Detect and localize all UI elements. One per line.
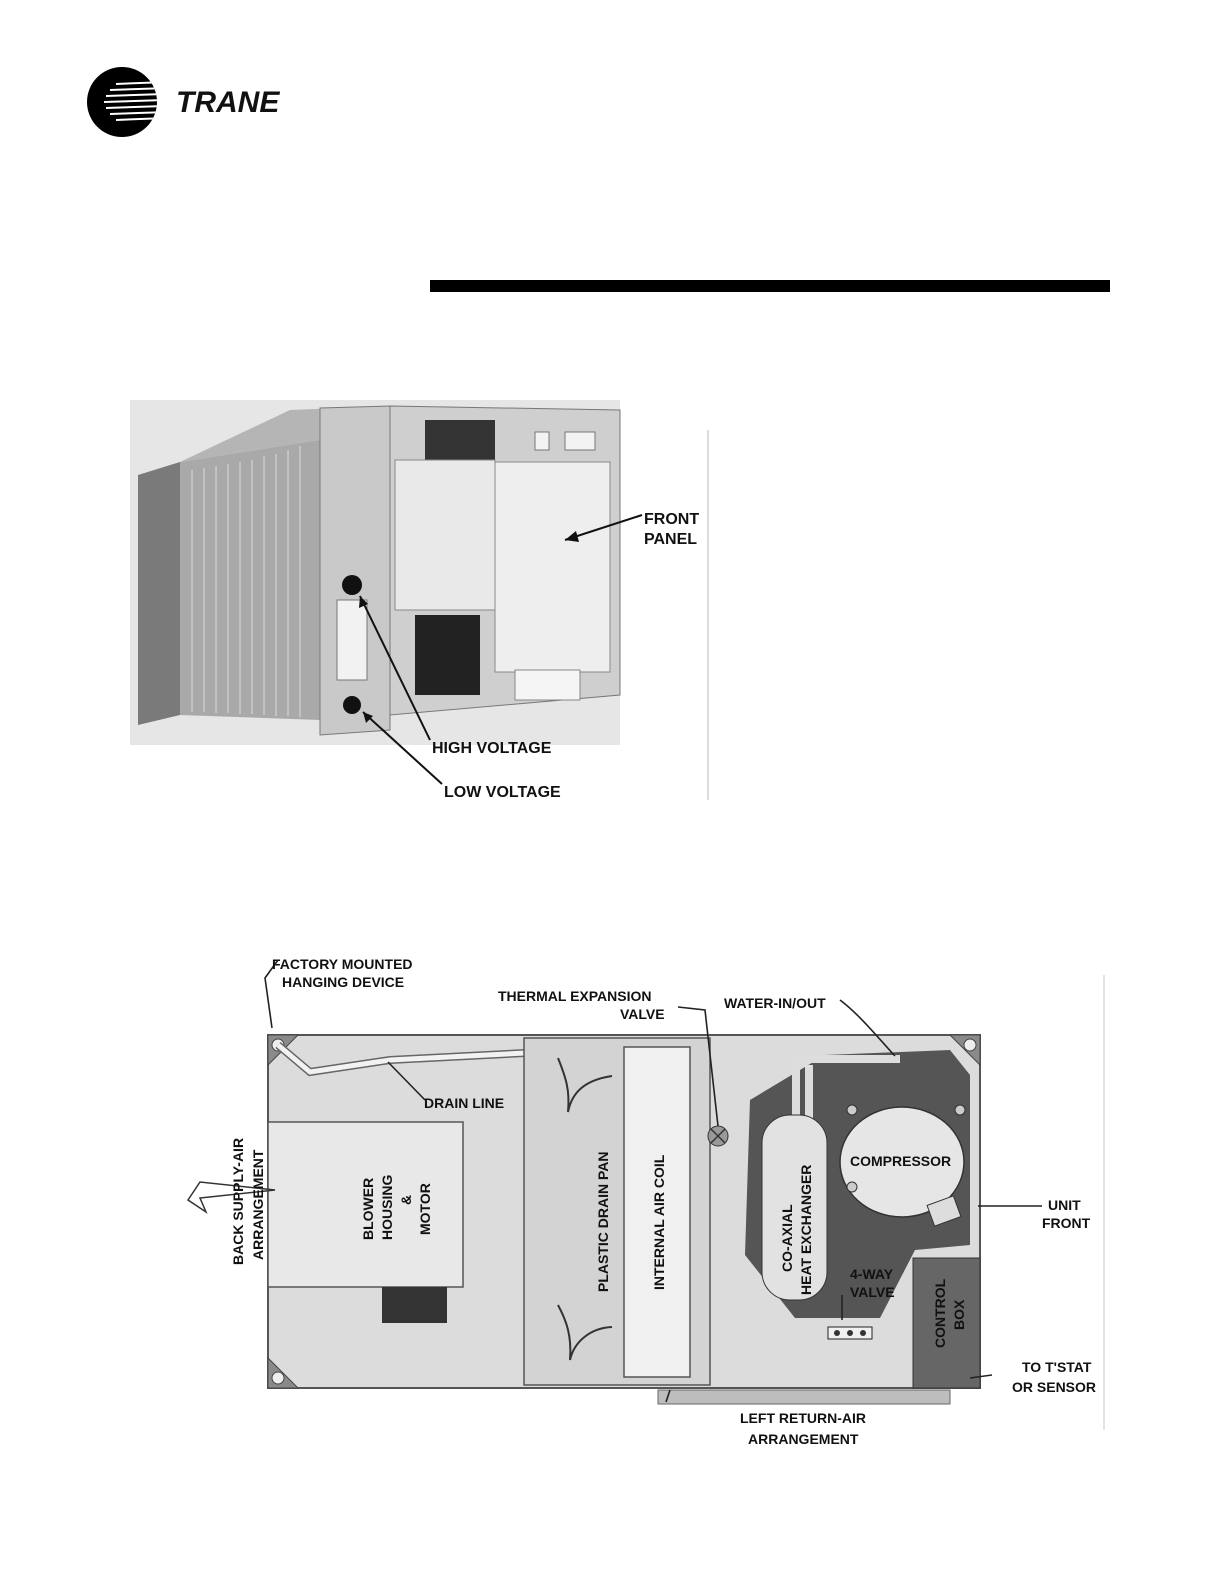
label-hanging-device-2: HANGING DEVICE bbox=[282, 974, 405, 990]
warning-label bbox=[415, 615, 480, 695]
side-panel bbox=[320, 406, 390, 735]
label-four-way-2: VALVE bbox=[850, 1284, 895, 1300]
low-voltage-label: LOW VOLTAGE bbox=[444, 784, 561, 801]
label-blower-2: HOUSING bbox=[379, 1174, 395, 1240]
label-control-box-1: CONTROL bbox=[932, 1278, 948, 1348]
water-line bbox=[790, 1055, 900, 1063]
label-back-supply-1: BACK SUPPLY-AIR bbox=[230, 1137, 246, 1265]
label-heat-exchanger-1: CO-AXIAL bbox=[779, 1204, 795, 1272]
front-badge bbox=[425, 420, 495, 460]
label-four-way-1: 4-WAY bbox=[850, 1266, 894, 1282]
label-tev-1: THERMAL EXPANSION bbox=[498, 988, 652, 1004]
label-hanging-device-1: FACTORY MOUNTED bbox=[272, 956, 413, 972]
component-diagram bbox=[180, 950, 1120, 1460]
label-unit-front-2: FRONT bbox=[1042, 1215, 1091, 1231]
front-panel-label-line2: PANEL bbox=[644, 531, 698, 548]
brand-wordmark: TRANE bbox=[176, 86, 280, 119]
label-tstat-1: TO T'STAT bbox=[1022, 1359, 1092, 1375]
label-blower-1: BLOWER bbox=[360, 1177, 376, 1240]
side-label bbox=[337, 600, 367, 680]
label-drain-line: DRAIN LINE bbox=[424, 1095, 505, 1111]
label-control-box-2: BOX bbox=[951, 1299, 967, 1330]
trane-logo bbox=[86, 66, 306, 138]
label-blower-4: MOTOR bbox=[417, 1183, 433, 1235]
small-label bbox=[515, 670, 580, 700]
section-rule bbox=[430, 280, 1110, 292]
high-voltage-knockout bbox=[342, 575, 362, 595]
label-unit-front-1: UNIT bbox=[1048, 1197, 1081, 1213]
front-panel-label-line1: FRONT bbox=[644, 511, 700, 528]
nameplate bbox=[395, 460, 495, 610]
wiring-diagram-sheet bbox=[495, 462, 610, 672]
label-heat-exchanger-2: HEAT EXCHANGER bbox=[798, 1164, 814, 1295]
label-left-return-1: LEFT RETURN-AIR bbox=[740, 1410, 866, 1426]
label-drain-pan: PLASTIC DRAIN PAN bbox=[595, 1151, 611, 1292]
label-air-coil: INTERNAL AIR COIL bbox=[651, 1154, 667, 1290]
duct-collar bbox=[138, 462, 180, 725]
label-tev-2: VALVE bbox=[620, 1006, 665, 1022]
label-blower-3: & bbox=[398, 1194, 414, 1205]
trane-logo-mark bbox=[86, 66, 306, 138]
low-voltage-knockout bbox=[343, 696, 361, 714]
left-return-air-strip bbox=[658, 1390, 950, 1404]
air-filter bbox=[180, 440, 320, 720]
label-back-supply-2: ARRANGEMENT bbox=[250, 1149, 266, 1260]
label-left-return-2: ARRANGEMENT bbox=[748, 1431, 859, 1447]
blower-motor bbox=[382, 1287, 447, 1323]
label-compressor: COMPRESSOR bbox=[850, 1153, 952, 1169]
high-voltage-label: HIGH VOLTAGE bbox=[432, 740, 552, 757]
label-water-in-out: WATER-IN/OUT bbox=[724, 995, 826, 1011]
label-tstat-2: OR SENSOR bbox=[1012, 1379, 1097, 1395]
unit-photo-figure bbox=[130, 400, 730, 810]
